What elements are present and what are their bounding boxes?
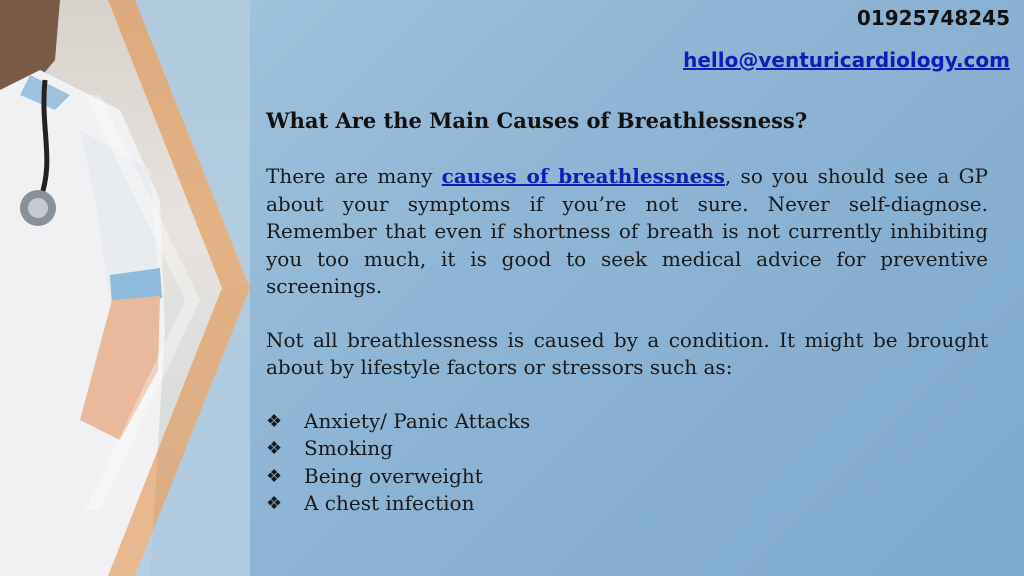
article-heading: What Are the Main Causes of Breathlessness? [266,108,808,133]
list-item-label: Anxiety/ Panic Attacks [304,408,531,433]
causes-link[interactable]: causes of breathlessness [441,164,725,188]
list-item [266,490,988,518]
diamond-bullet-icon: ❖ [266,465,283,487]
diamond-bullet-icon: ❖ [266,438,283,459]
paragraph-lifestyle: Not all breathlessness is caused by a condition. It might be brought about by lifestyle factors or stressors such as: [266,327,988,379]
diamond-bullet-icon: ❖ [266,493,283,514]
article-content [266,108,988,518]
list-item [266,463,988,491]
email-link[interactable]: hello@venturicardiology.com [683,48,1010,72]
doctor-photo [0,0,250,576]
diamond-bullet-icon: ❖ [266,410,283,432]
causes-list [266,408,988,518]
paragraph-text-end: , so you should see a GP about your symptoms if you’re not sure. Never self-diagnose. Remember that even if shortness of breath is not currently inhibiting you too much, it is good to seek medical advice for preventive screenings. [266,164,989,298]
paragraph-causes [266,163,988,301]
phone-number: 01925748245 [856,6,1010,30]
list-item-label: Being overweight [304,463,483,488]
paragraph-text-start: There are many [266,164,442,188]
list-item [266,435,988,463]
list-item-label: A chest infection [304,491,475,515]
decorative-chevrons [0,0,250,576]
list-item [266,408,988,436]
list-item-label: Smoking [304,436,393,460]
